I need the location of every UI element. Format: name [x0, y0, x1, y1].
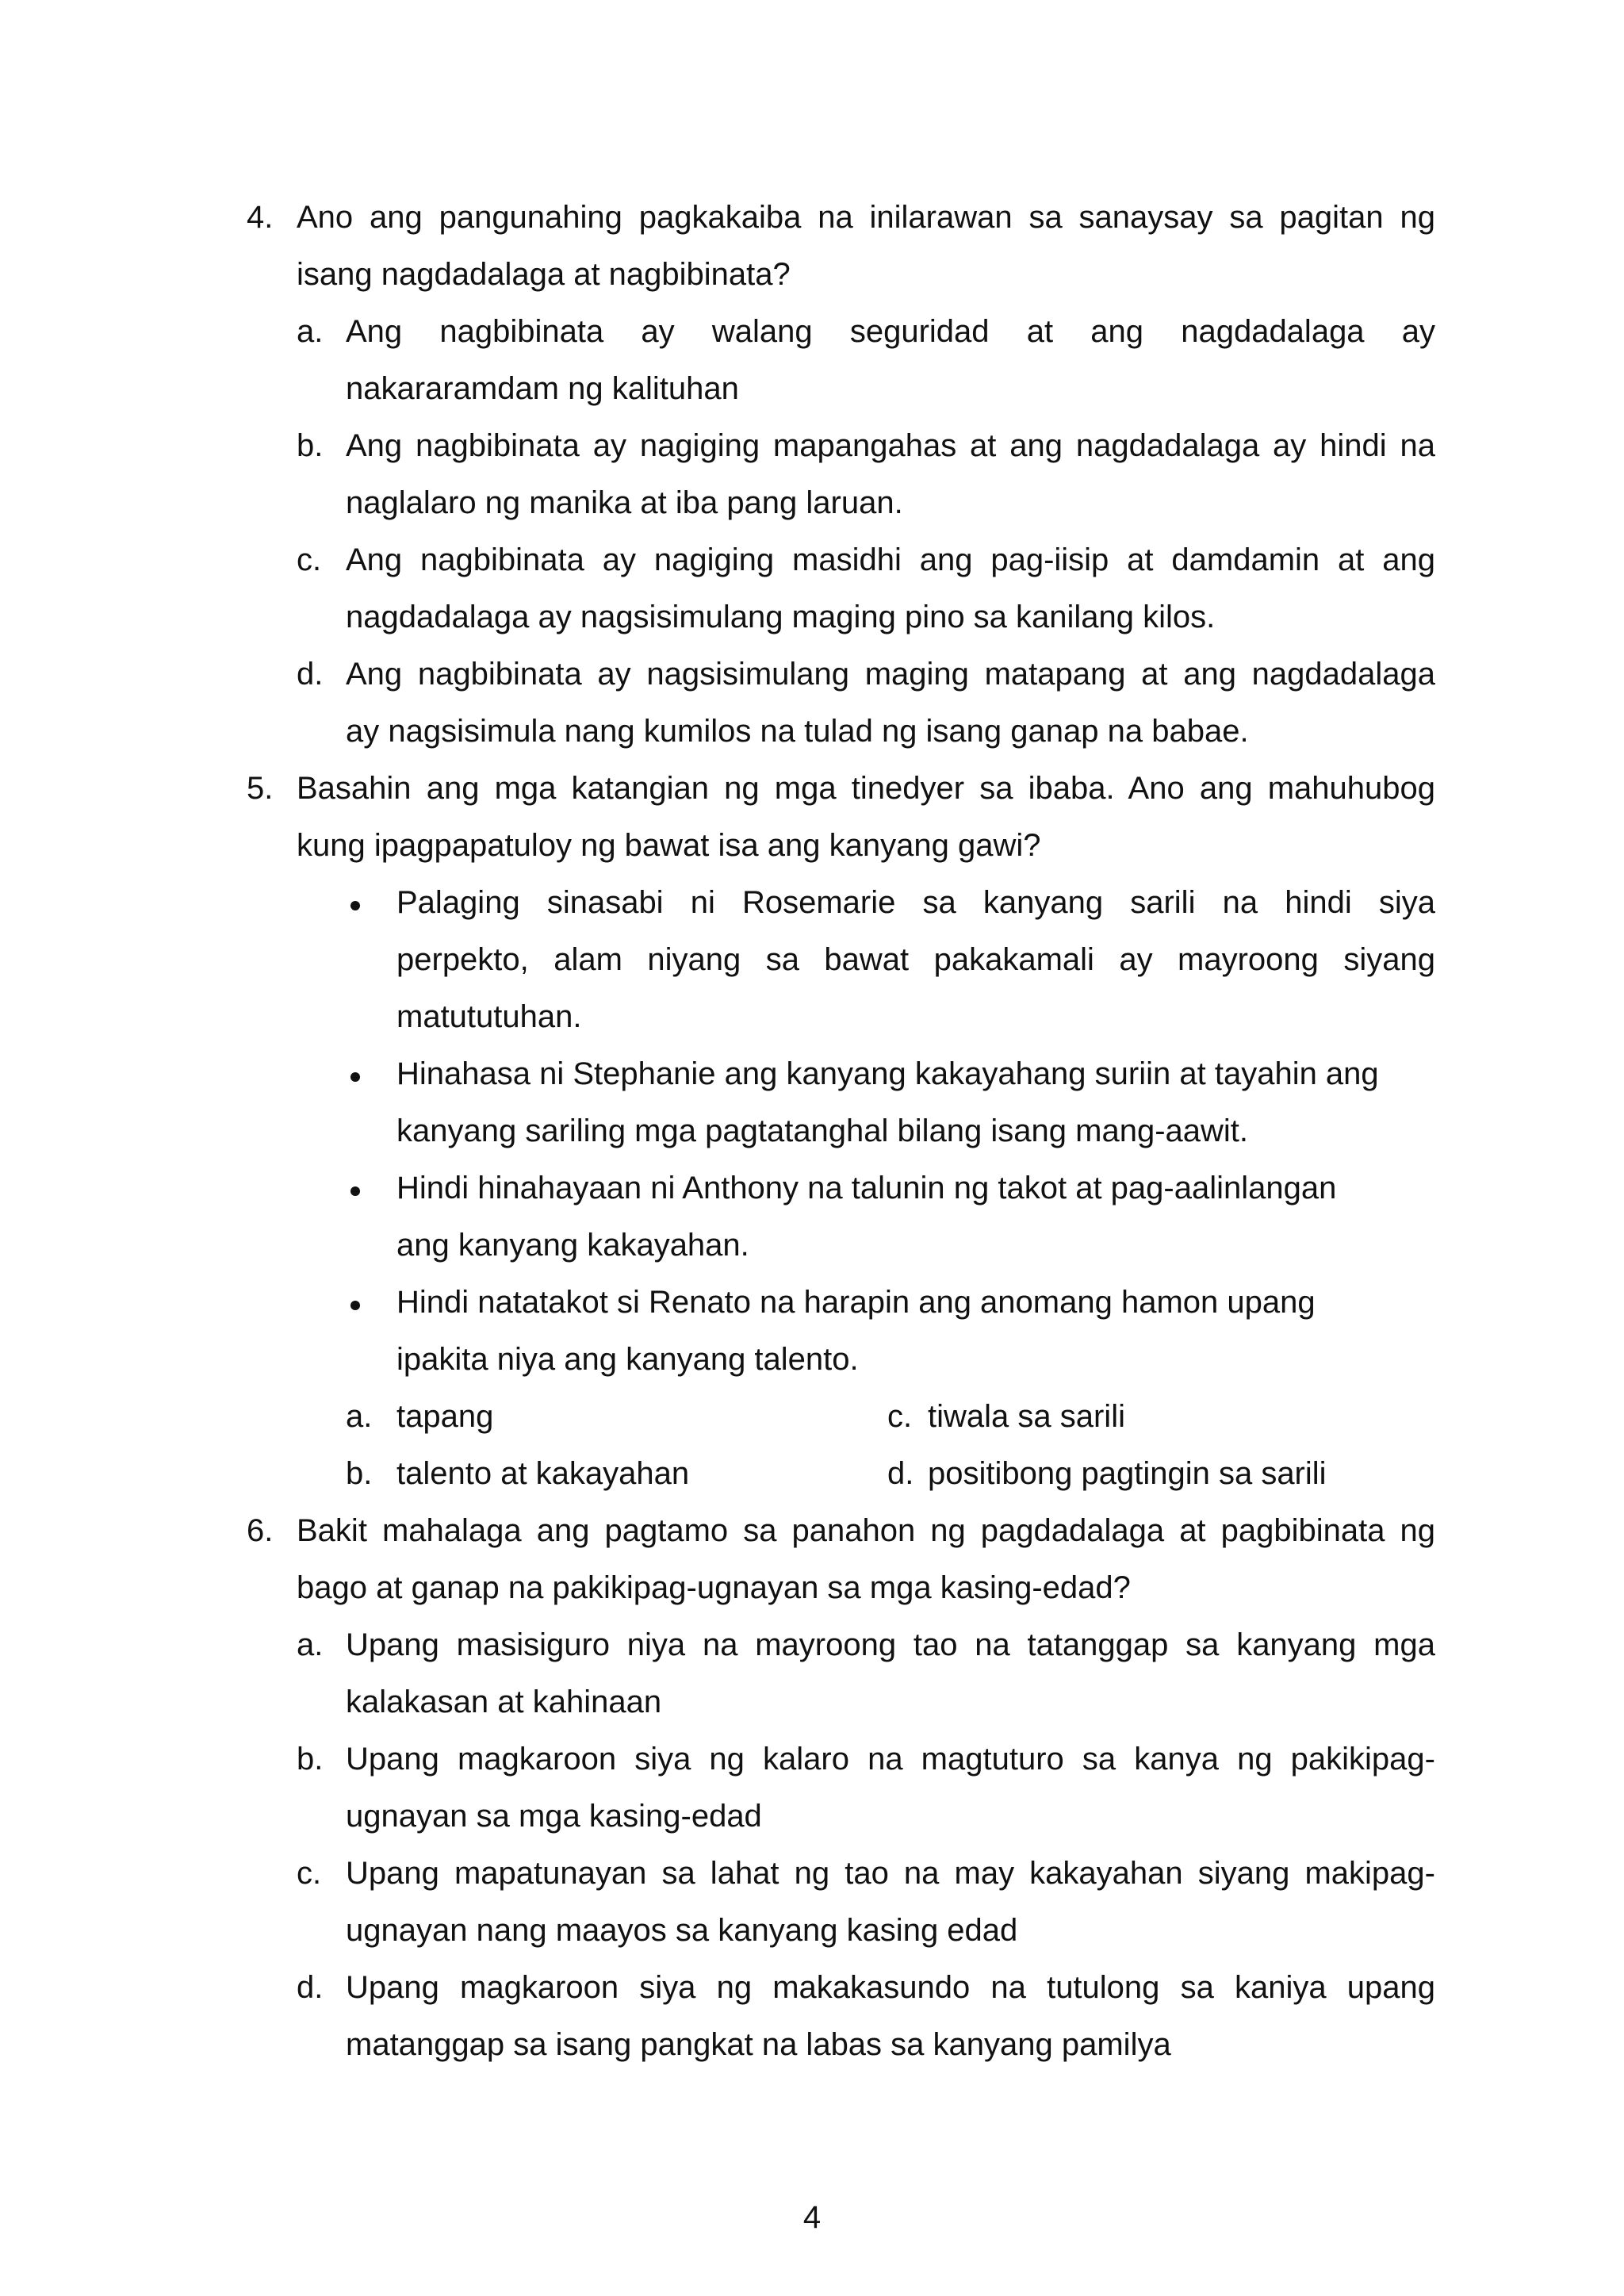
- option-letter: d.: [297, 657, 324, 692]
- option-text-line: Upang magkaroon siya ng kalaro na magtuturo sa kanya ng pakikipag-: [346, 1742, 1435, 1777]
- option-text-line: naglalaro ng manika at iba pang laruan.: [346, 485, 903, 520]
- option-text: talento at kakayahan: [396, 1456, 690, 1491]
- option-letter: a.: [346, 1399, 373, 1434]
- question-text-line: kung ipagpapatuloy ng bawat isa ang kanyang gawi?: [297, 828, 1041, 863]
- option-text-line: Ang nagbibinata ay nagiging masidhi ang pag-iisip at damdamin at ang: [346, 542, 1435, 577]
- option-text-line: Ang nagbibinata ay walang seguridad at ang nagdadalaga ay: [346, 314, 1435, 349]
- option-text-line: ugnayan sa mga kasing-edad: [346, 1799, 762, 1834]
- bullet-text-line: Palaging sinasabi ni Rosemarie sa kanyang sarili na hindi siya: [396, 885, 1435, 920]
- question-text-line: Ano ang pangunahing pagkakaiba na inilarawan sa sanaysay sa pagitan ng: [297, 200, 1435, 235]
- option-text-line: Upang mapatunayan sa lahat ng tao na may kakayahan siyang makipag-: [346, 1856, 1435, 1891]
- option-text-line: ay nagsisimula nang kumilos na tulad ng isang ganap na babae.: [346, 714, 1249, 749]
- option-text-line: kalakasan at kahinaan: [346, 1685, 662, 1719]
- option-letter: d.: [297, 1970, 324, 2005]
- bullet-text-line: Hinahasa ni Stephanie ang kanyang kakayahang suriin at tayahin ang: [396, 1056, 1379, 1091]
- question-text-line: isang nagdadalaga at nagbibinata?: [297, 257, 791, 292]
- question-text-line: bago at ganap na pakikipag-ugnayan sa mga kasing-edad?: [297, 1570, 1131, 1605]
- option-letter: a.: [297, 314, 324, 349]
- option-text: tiwala sa sarili: [928, 1399, 1125, 1434]
- bullet-icon: [350, 1301, 360, 1310]
- option-text-line: Upang masisiguro niya na mayroong tao na tatanggap sa kanyang mga: [346, 1627, 1435, 1662]
- option-letter: b.: [297, 1742, 324, 1777]
- page-number: 4: [802, 2200, 822, 2235]
- question-number: 4.: [247, 200, 274, 235]
- option-letter: b.: [346, 1456, 373, 1491]
- option-text-line: Upang magkaroon siya ng makakasundo na tutulong sa kaniya upang: [346, 1970, 1435, 2005]
- bullet-icon: [350, 1072, 360, 1082]
- bullet-text-line: ang kanyang kakayahan.: [396, 1228, 749, 1263]
- bullet-text-line: matututuhan.: [396, 999, 582, 1034]
- bullet-text-line: Hindi hinahayaan ni Anthony na talunin ng takot at pag-aalinlangan: [396, 1171, 1337, 1205]
- option-text: positibong pagtingin sa sarili: [928, 1456, 1327, 1491]
- option-text-line: nakararamdam ng kalituhan: [346, 371, 739, 406]
- question-text-line: Bakit mahalaga ang pagtamo sa panahon ng pagdadalaga at pagbibinata ng: [297, 1513, 1435, 1548]
- option-text-line: nagdadalaga ay nagsisimulang maging pino sa kanilang kilos.: [346, 600, 1216, 634]
- option-text-line: ugnayan nang maayos sa kanyang kasing edad: [346, 1913, 1018, 1948]
- question-text-line: Basahin ang mga katangian ng mga tinedyer sa ibaba. Ano ang mahuhubog: [297, 771, 1435, 806]
- question-number: 5.: [247, 771, 274, 806]
- option-text: tapang: [396, 1399, 494, 1434]
- bullet-icon: [350, 1186, 360, 1196]
- bullet-text-line: ipakita niya ang kanyang talento.: [396, 1342, 859, 1377]
- option-letter: c.: [297, 542, 322, 577]
- option-text-line: matanggap sa isang pangkat na labas sa kanyang pamilya: [346, 2027, 1171, 2062]
- option-text-line: Ang nagbibinata ay nagsisimulang maging matapang at ang nagdadalaga: [346, 657, 1435, 692]
- question-number: 6.: [247, 1513, 274, 1548]
- option-letter: d.: [887, 1456, 914, 1491]
- option-text-line: Ang nagbibinata ay nagiging mapangahas at ang nagdadalaga ay hindi na: [346, 428, 1435, 463]
- option-letter: a.: [297, 1627, 324, 1662]
- bullet-text-line: kanyang sariling mga pagtatanghal bilang isang mang-aawit.: [396, 1114, 1249, 1148]
- bullet-text-line: Hindi natatakot si Renato na harapin ang anomang hamon upang: [396, 1285, 1316, 1320]
- option-letter: b.: [297, 428, 324, 463]
- option-letter: c.: [297, 1856, 322, 1891]
- bullet-icon: [350, 901, 360, 910]
- bullet-text-line: perpekto, alam niyang sa bawat pakakamali ay mayroong siyang: [396, 942, 1435, 977]
- option-letter: c.: [887, 1399, 913, 1434]
